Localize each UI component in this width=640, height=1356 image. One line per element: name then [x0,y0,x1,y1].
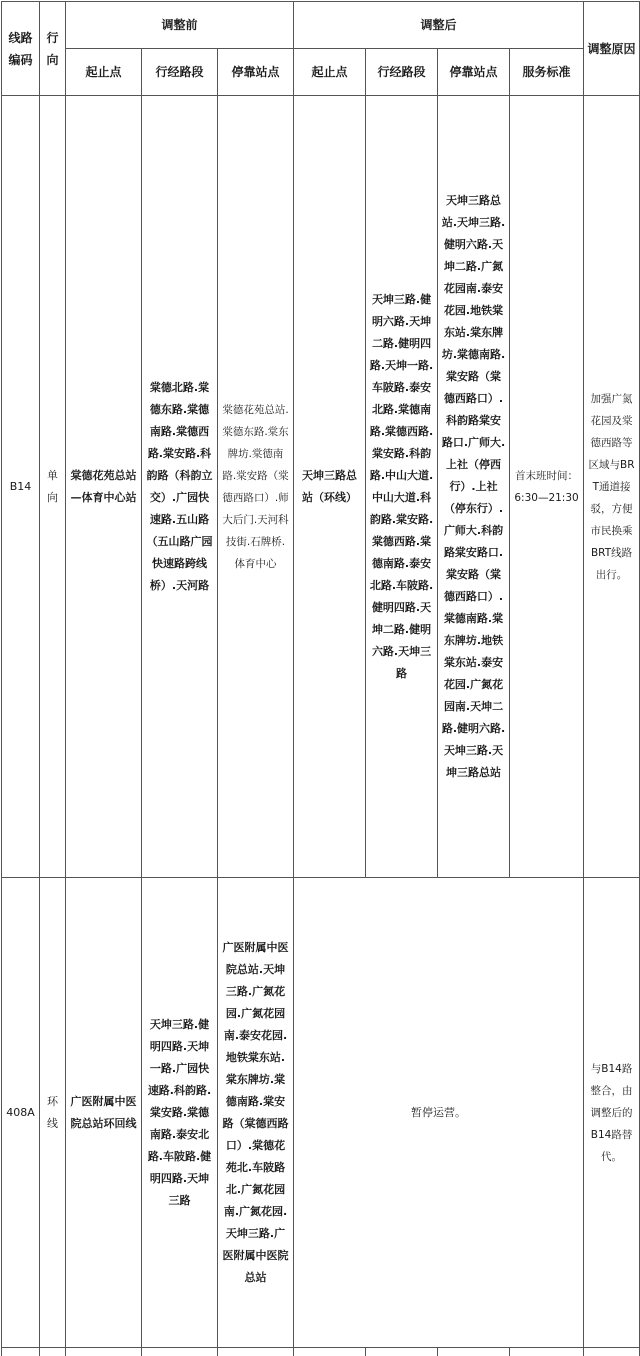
after-stops: 天坤三路总站.天坤三路.健明六路.天坤二路.广氮花园南.泰安花园.地铁棠东站.棠东牌坊.棠德南路.棠安路（棠德西路口）.科韵路棠安路口.广师大.上社（停西行）.上社（停东行）.广师大.科韵路棠安路口.棠安路（棠德西路口）.棠德南路.棠东牌坊.地铁棠东站.泰安花园.广氮花园南.天坤二路.健明六路.天坤三路.天坤三路总站 [438,96,510,878]
table-row [2,878,640,1348]
header-reason: 调整原因 [584,2,640,96]
service-standard: 首末班时间：6:30—21:30 [510,96,584,878]
adjust-reason: 与B14路整合，由调整后的B14路替代。 [584,878,640,1348]
after-status: 暂停运营。 [294,878,584,1348]
header-before-endpoints: 起止点 [66,49,142,96]
header-after: 调整后 [294,2,584,49]
header-before-route: 行经路段 [142,49,218,96]
header-after-stops: 停靠站点 [438,49,510,96]
route-adjustment-table [1,1,640,1356]
after-route: 天坤三路.健明六路.天坤二路.健明四路.天坤一路.车陂路.泰安北路.棠德南路.棠德西路.棠安路.科韵路.中山大道.中山大道.科韵路.棠安路.棠德西路.棠德南路.泰安北路.车陂路.健明四路.天坤二路.健明六路.天坤三路 [366,96,438,878]
header-before-stops: 停靠站点 [218,49,294,96]
line-code: B14 [2,96,40,878]
header-before: 调整前 [66,2,294,49]
before-endpoints: 广医附属中医院总站环回线 [66,878,142,1348]
line-code: 408A [2,878,40,1348]
table-row [2,96,640,878]
header-direction: 行向 [40,2,66,96]
header-service: 服务标准 [510,49,584,96]
before-stops: 广医附属中医院总站.天坤三路.广氮花园.广氮花园南.泰安花园.地铁棠东站.棠东牌坊.棠德南路.棠安路（棠德西路口）.棠德花苑北.车陂路北.广氮花园南.广氮花园.天坤三路.广医附属中医院总站 [218,878,294,1348]
before-route: 天坤三路.健明四路.天坤一路.广园快速路.科韵路.棠安路.棠德南路.泰安北路.车陂路.健明四路.天坤三路 [142,878,218,1348]
header-line-code: 线路编码 [2,2,40,96]
header-row-2 [2,49,640,96]
header-row-1 [2,2,640,49]
before-route: 棠德北路.棠德东路.棠德南路.棠德西路.棠安路.科韵路（科韵立交）.广园快速路.五山路（五山路广园快速路跨线桥）.天河路 [142,96,218,878]
before-endpoints: 棠德花苑总站—体育中心站 [66,96,142,878]
after-endpoints: 天坤三路总站（环线） [294,96,366,878]
before-stops: 棠德花苑总站.棠德东路.棠东牌坊.棠德南路.棠安路（棠德西路口）.师大后门.天河科技街.石牌桥.体育中心 [218,96,294,878]
header-after-route: 行经路段 [366,49,438,96]
adjust-reason: 加强广氮花园及棠德西路等区域与BRT通道接驳，方便市民换乘BRT线路出行。 [584,96,640,878]
direction: 单向 [40,96,66,878]
header-after-endpoints: 起止点 [294,49,366,96]
direction: 环线 [40,878,66,1348]
